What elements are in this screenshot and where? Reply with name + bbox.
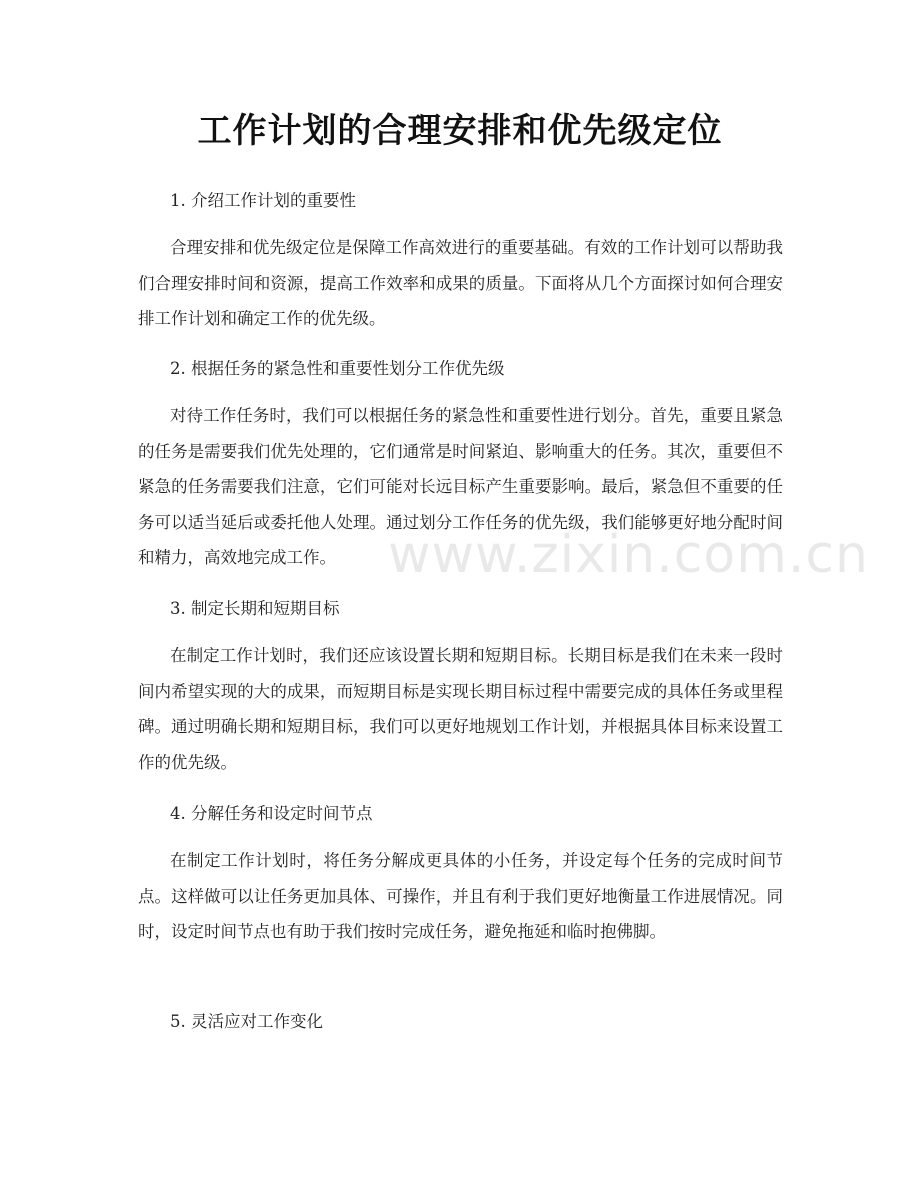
section-heading-5: 5. 灵活应对工作变化 <box>170 1012 323 1031</box>
section-heading-3: 3. 制定长期和短期目标 <box>170 599 340 618</box>
watermark: www.zixin.com.cn <box>388 525 869 585</box>
section-heading-2: 2. 根据任务的紧急性和重要性划分工作优先级 <box>170 359 505 378</box>
section-paragraph-3: 在制定工作计划时，我们还应该设置长期和短期目标。长期目标是我们在未来一段时间内希望实现的大的成果，而短期目标是实现长期目标过程中需要完成的具体任务或里程碑。通过明确长期和短期目标，我们可以更好地规划工作计划，并根据具体目标来设置工作的优先级。 <box>138 646 783 772</box>
section-heading-4: 4. 分解任务和设定时间节点 <box>170 804 373 823</box>
section-heading-1: 1. 介绍工作计划的重要性 <box>170 191 356 210</box>
section-paragraph-1: 合理安排和优先级定位是保障工作高效进行的重要基础。有效的工作计划可以帮助我们合理安排时间和资源，提高工作效率和成果的质量。下面将从几个方面探讨如何合理安排工作计划和确定工作的优先级。 <box>138 238 783 328</box>
document-title: 工作计划的合理安排和优先级定位 <box>197 111 723 151</box>
section-paragraph-2: 对待工作任务时，我们可以根据任务的紧急性和重要性进行划分。首先，重要且紧急的任务是需要我们优先处理的，它们通常是时间紧迫、影响重大的任务。其次，重要但不紧急的任务需要我们注意，它们可能对长远目标产生重要影响。最后，紧急但不重要的任务可以适当延后或委托他人处理。通过划分工作任务的优先级，我们能够更好地分配时间和精力，高效地完成工作。 <box>138 406 783 567</box>
section-paragraph-4: 在制定工作计划时，将任务分解成更具体的小任务，并设定每个任务的完成时间节点。这样做可以让任务更加具体、可操作，并且有利于我们更好地衡量工作进展情况。同时，设定时间节点也有助于我们按时完成任务，避免拖延和临时抱佛脚。 <box>138 851 783 941</box>
